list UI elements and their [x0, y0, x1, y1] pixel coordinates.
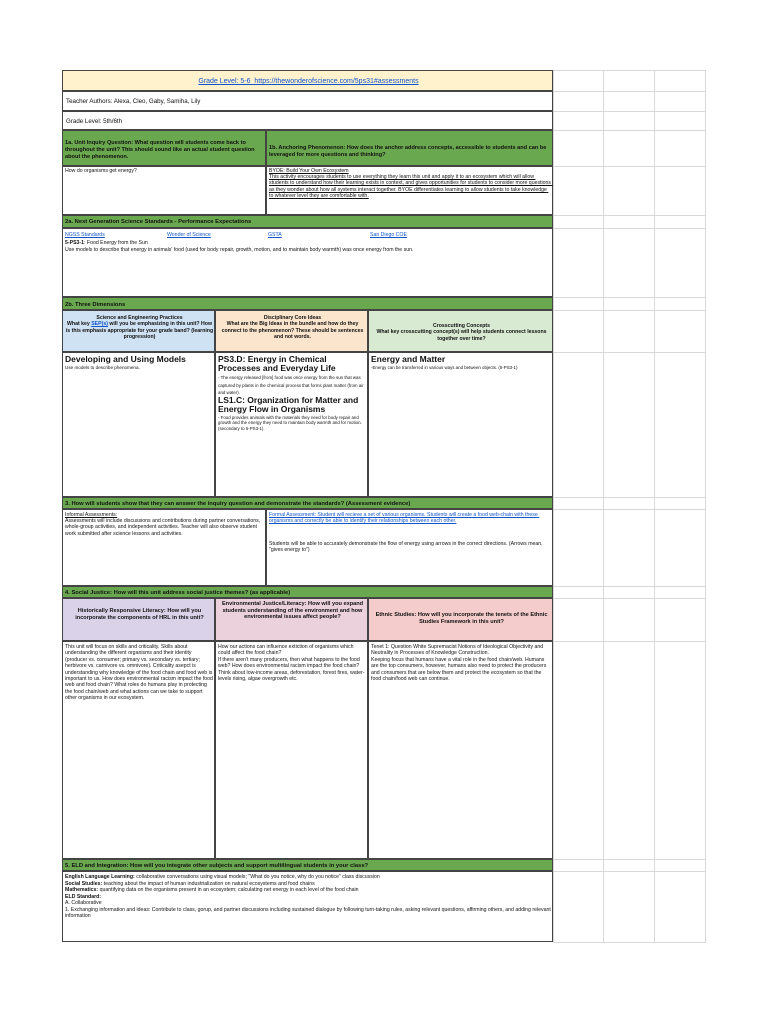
eld-label: Mathematics:: [65, 887, 99, 893]
grade-level: Grade Level: 5th/6th: [66, 118, 123, 125]
eld-label: ELD Standard:: [65, 893, 102, 900]
ethnic-studies-header: [368, 598, 553, 641]
sep-title: Developing and Using Models: [65, 354, 186, 364]
grid-line: [553, 297, 706, 298]
grid-line: [553, 598, 706, 599]
environmental-justice-content: How our actions can influence extiction of organisms which could affect the food chain? If there aren't many producers, then what happens to the food web? How does environmental racism impact the food chain? Think about low-income areas, deforestation, forest fires, water-levels rising, algae overgrowth etc.: [218, 644, 365, 683]
standard-heading: [65, 240, 545, 246]
ngss-title: 2a. Next Generation Science Standards - Performance Expectations: [65, 219, 252, 225]
sep-body: Use models to describe phenomena.: [65, 365, 140, 370]
ethnic-studies-content: Tenet 1: Question White Supremacist Notions of Ideological Objectivity and Neutrality in Processes of Knowledge Construction. Keeping focus that humans have a vital role in the food chain/web. Humans are the top consumers, however, humans also need to protect the producers and consumers that are below them and protect the ecosystem so that the food chain/food web can continue.: [371, 644, 547, 683]
grid-line: [553, 310, 706, 311]
eld-text: A. Collaborative: [65, 900, 102, 906]
environmental-justice-header-text: Environmental Justice/Literacy: How will you expand students understanding of the environment and how environmental issues affect people?: [221, 601, 365, 621]
eld-title: 5. ELD and Integration: How will you integrate other subjects and support multilingual students in your class?: [65, 863, 369, 869]
sep-header-post: will you be emphasizing in this unit? How is this emphasis appropriate for your grade band? (learning progression): [65, 321, 215, 341]
unit-question-title: 1a. Unit Inquiry Question: What question will students come back to throughout the unit? This should sound like an actual student question about the phenomenon.: [65, 140, 257, 160]
grid-line: [553, 228, 706, 229]
grid-line: [553, 70, 554, 942]
gsta-link[interactable]: GSTA: [268, 232, 282, 238]
hrl-header: [62, 598, 215, 641]
eld-label: English Language Learning:: [65, 874, 135, 880]
eld-line-6: [65, 907, 552, 920]
ngss-header: [62, 215, 553, 228]
eld-line-1: [65, 874, 552, 880]
byoe-description: This activity encourages students to use everything they learn this unit and apply it to an ecosystem which will allow students to understand how their learning exists in context, and gives opportunities for students to consider more questions as they wonder about how all systems interact together. BYOE differentiates learning to allow students to take knowledge to whatever level they are comfortable with.: [269, 174, 553, 200]
eld-line-3: [65, 887, 552, 893]
assessment-header: [62, 497, 553, 509]
authors-row: [62, 91, 553, 111]
hrl-header-text: Historically Responsive Literacy: How will you incorporate the components of HRL in this unit?: [75, 608, 204, 621]
ccc-header-text: Crosscutting Concepts What key crosscutting concept(s) will help students connect lessons together over time?: [376, 323, 547, 342]
grid-line: [553, 942, 706, 943]
grade-level-link[interactable]: Grade Level: 5-6 https://thewonderofscience.com/5ps31#assessments: [198, 78, 419, 85]
eld-label: Social Studies:: [65, 880, 103, 887]
environmental-justice-cell: [215, 641, 368, 859]
dci-ls1c-title: LS1.C: Organization for Matter and Energy Flow in Organisms: [218, 395, 361, 414]
eld-body: [62, 871, 553, 942]
anchoring-phenomenon-title: 1b. Anchoring Phenomenon: How does the anchor address concepts, accessible to students and can be leveraged for more questions and thinking?: [269, 145, 548, 158]
informal-assessment-title: Informal Assessments:: [65, 512, 118, 518]
dci-cell: [215, 352, 368, 497]
grid-line: [654, 70, 655, 942]
ethnic-studies-cell: [368, 641, 553, 859]
grid-line: [553, 70, 706, 71]
social-justice-title: 4. Social Justice: How will this unit address social justice themes? (as applicable): [65, 590, 291, 596]
environmental-justice-header: [215, 598, 368, 641]
grid-line: [553, 509, 706, 510]
grid-line: [553, 111, 706, 112]
grade-level-banner: [62, 70, 553, 91]
dci-ls1c-body: - Food provides animals with the materials they need for body repair and growth and the energy they need to maintain body warmth and for motion. (secondary to 5-PS3-1).: [218, 415, 363, 431]
grid-line: [553, 586, 706, 587]
grade-row: [62, 111, 553, 130]
three-dimensions-title: 2b. Three Dimensions: [65, 302, 126, 308]
san-diego-coe-link[interactable]: San Diego COE: [370, 232, 407, 238]
eld-text: quantifying data on the organisms present in an ecosystem; calculating net energy in each level of the food chain: [98, 887, 359, 893]
grid-line: [553, 352, 706, 353]
unit-question-answer: How do organisms get energy?: [65, 168, 137, 174]
sep-cell: [62, 352, 215, 497]
anchoring-phenomenon-header: [266, 130, 553, 166]
eld-text: 1. Exchanging information and ideas: Contribute to class, gorup, and partner discussions including sustained dialogue by following turn-taking rules, asking relevant questions, affirming others, and adding relevant information: [65, 906, 553, 919]
three-dimensions-header: [62, 297, 553, 310]
ngss-body: [62, 228, 553, 297]
ccc-header: [368, 310, 553, 352]
eld-line-4: [65, 894, 552, 900]
grid-line: [553, 91, 706, 92]
standard-code: 5-PS3-1: [65, 240, 85, 246]
grid-line: [553, 641, 706, 642]
dci-header-text: Disciplinary Core Ideas What are the Big Ideas in the bundle and how do they connect to the phenomenon? These should be sentences and not words.: [221, 315, 364, 341]
wonder-of-science-link[interactable]: Wonder of Science: [167, 232, 211, 238]
grid-line: [553, 871, 706, 872]
grid-line: [553, 166, 706, 167]
teacher-authors: Teacher Authors: Alexa, Cleo, Gaby, Samiha, Lily: [66, 98, 201, 105]
eld-line-2: [65, 881, 552, 887]
dci-ps3d-title: PS3.D: Energy in Chemical Processes and Everyday Life: [218, 354, 336, 373]
ccc-title: Energy and Matter: [371, 354, 446, 364]
eld-text: collaborative conversations using visual models; "What do you notice, why do you notice" class discussion: [134, 874, 380, 880]
formal-assessment-title: Formal Assessment: Student will recieve a set of various organisms. Students will create a food web-chain with these organisms and correctly be able to identify their relationships between each other.: [269, 512, 540, 525]
sep-header: [62, 310, 215, 352]
dci-ps3d-body: - The energy released [from] food was once energy from the sun that was captured by plants in the chemical process that forms plant matter (from air and water).: [218, 375, 365, 396]
informal-assessment-body: Assessments will include discussions and contributions during partner conversations, whole-group activities, and independent activities. Teacher will also observe student work submitted after science lessons and activities.: [65, 518, 262, 537]
grid-line: [553, 497, 706, 498]
formal-assessment-cell: [266, 509, 553, 586]
ngss-standards-link[interactable]: NGSS Standards: [65, 232, 105, 238]
grid-line: [553, 215, 706, 216]
standard-description: Use models to describe that energy in animals' food (used for body repair, growth, motion, and to maintain body warmth) was once energy from the sun.: [65, 247, 414, 253]
grid-line: [705, 70, 706, 942]
hrl-content: This unit will focus on skills and criticality. Skills about understanding the different organisms and their identity (producer vs. consumer; primary vs. secondary vs. tertiary; herbivore vs. carnivore vs. omnivore). Criticality asepct is understanding why knowledge of the food chain and food web is important to us. How does environmental racism impact the food web and food chain? What roles do humans play in protecting the food chain/web and what actions can we take to support other organisms in our ecosystem.: [65, 644, 215, 702]
sep-header-pre: Science and Engineering Practices What key: [67, 315, 183, 328]
eld-text: teaching about the impact of human industrialization on natural ecosystems and food chains: [102, 880, 315, 887]
ccc-cell: [368, 352, 553, 497]
dci-header: [215, 310, 368, 352]
unit-question-header: [62, 130, 266, 166]
eld-header: [62, 859, 553, 871]
anchoring-phenomenon-cell: [266, 166, 553, 215]
sep-header-text: [65, 315, 214, 341]
unit-question-cell: [62, 166, 266, 215]
formal-assessment-body: Students will be able to accurately demonstrate the flow of energy using arrows in the correct directions. (Arrows mean, "gives energy to"): [269, 541, 545, 554]
sep-link[interactable]: SEP(s): [91, 321, 108, 328]
grid-line: [553, 130, 706, 131]
eld-line-5: [65, 900, 552, 906]
social-justice-header: [62, 586, 553, 598]
grid-line: [553, 859, 706, 860]
ethnic-studies-header-text: Ethnic Studies: How will you incorporate the tenets of the Ethnic Studies Framework in this unit?: [375, 612, 549, 625]
grid-line: [603, 70, 604, 942]
hrl-cell: [62, 641, 215, 859]
ccc-body: -Energy can be transferred in various ways and between objects. (5-PS3-1): [371, 365, 518, 370]
byoe-title: BYOE: Build Your Own Ecosystem: [269, 168, 349, 174]
assessment-title: 3. How will students show that they can answer the inquiry question and demonstrate the standards? (Assessment evidence): [65, 501, 411, 507]
informal-assessment-cell: [62, 509, 266, 586]
standard-title: : Food Energy from the Sun: [84, 240, 148, 246]
